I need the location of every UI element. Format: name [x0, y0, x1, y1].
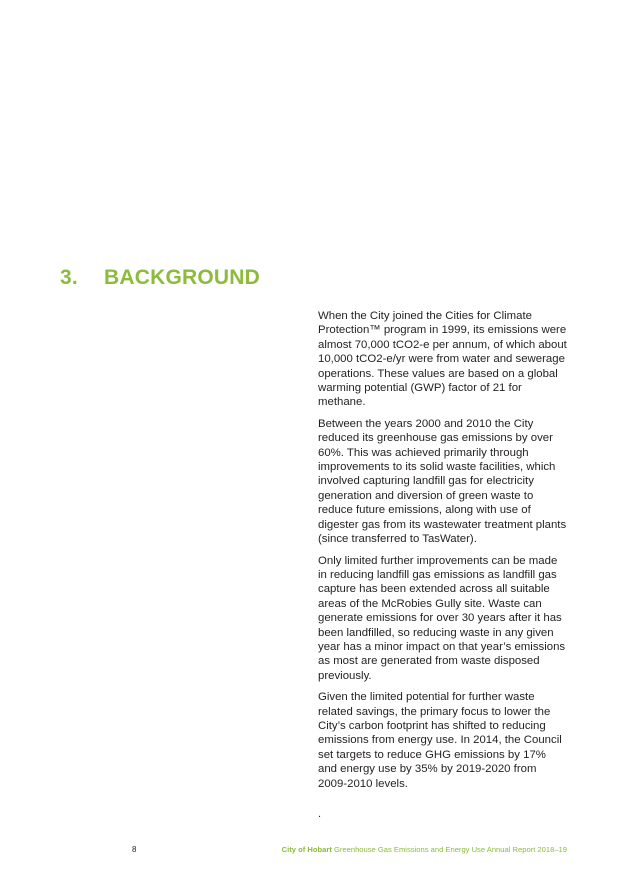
footer-report-name: Greenhouse Gas Emissions and Energy Use Annual Report 2018–19	[333, 845, 567, 854]
section-number: 3.	[60, 266, 78, 289]
paragraph: Given the limited potential for further waste related savings, the primary focus to lower the City’s carbon footprint has shifted to reducing emissions from energy use. In 2014, the Council set targets to reduce GHG emissions by 17% and energy use by 35% by 2019-2020 from 2009-2010 levels.	[318, 691, 562, 790]
paragraph: Only limited further improvements can be made in reducing landfill gas emissions as landfill gas capture has been extended across all suitable areas of the McRobies Gully site. Waste can generate emissions for over 30 years after it has been landfilled, so reducing waste in any given year has a minor impact on that year’s emissions as most are generated from waste disposed previously.	[318, 554, 566, 682]
footer-report-title	[282, 845, 567, 854]
body-text	[318, 309, 568, 798]
footer-organization: City of Hobart	[281, 845, 332, 854]
page-number: 8	[132, 845, 137, 854]
stray-mark: .	[318, 808, 322, 820]
section-heading	[60, 266, 260, 290]
paragraph: When the City joined the Cities for Climate Protection™ program in 1999, its emissions were almost 70,000 tCO2-e per annum, of which about 10,000 tCO2-e/yr were from water and sewerage operations. These values are based on a global warming potential (GWP) factor of 21 for methane.	[318, 310, 567, 409]
paragraph: Between the years 2000 and 2010 the City reduced its greenhouse gas emissions by over 60%. This was achieved primarily through improvements to its solid waste facilities, which involved capturing landfill gas for electricity generation and diversion of green waste to reduce future emissions, along with use of digester gas from its wastewater treatment plants (since transferred to TasWater).	[318, 417, 567, 546]
section-title: BACKGROUND	[104, 266, 260, 289]
